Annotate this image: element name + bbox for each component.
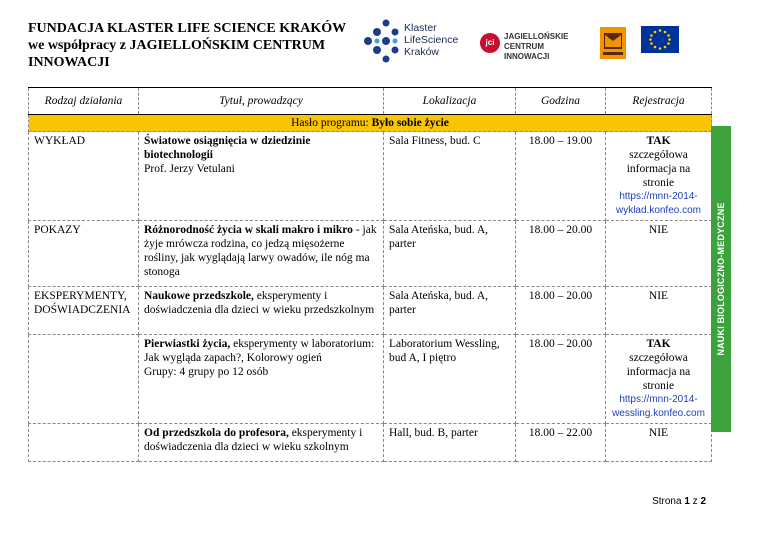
column-header: Tytuł, prowadzący <box>139 88 384 115</box>
column-header: Lokalizacja <box>384 88 516 115</box>
table-row <box>29 132 712 221</box>
registration-link[interactable]: https://mnn-2014-wessling.konfeo.com <box>612 394 705 419</box>
event-description: eksperymenty i doświadczenia dla dzieci w wieku szkolnym <box>144 427 363 453</box>
activity-type <box>29 424 139 462</box>
event-location: Sala Fitness, bud. C <box>384 132 516 221</box>
event-time: 18.00 – 19.00 <box>516 132 606 221</box>
category-label: NAUKI BIOLOGICZNO-MEDYCZNE <box>716 202 726 356</box>
activity-type: WYKŁAD <box>29 132 139 221</box>
motto-text: Było sobie życie <box>371 117 449 129</box>
event-lead: Prof. Jerzy Vetulani <box>144 163 235 175</box>
activity-type <box>29 335 139 424</box>
event-description: eksperymenty w laboratorium: Jak wygląda zapach?, Kolorowy ogień <box>144 338 375 364</box>
jci-logo-line: JAGIELLOŃSKIE <box>504 32 569 41</box>
klaster-logo-line: Kraków <box>404 46 440 58</box>
registration-status: NIE <box>648 427 669 439</box>
jci-logo <box>480 30 580 60</box>
registration-status: NIE <box>648 224 669 236</box>
page-footer <box>652 496 706 507</box>
event-location: Sala Ateńska, bud. A, parter <box>384 287 516 335</box>
category-sidebar <box>711 126 731 432</box>
footer-prefix: Strona <box>652 496 685 507</box>
event-title: Światowe osiągnięcia w dziedzinie biotechnologii <box>144 135 311 161</box>
page-number: 1 <box>684 496 690 507</box>
table-row <box>29 221 712 287</box>
footer-separator: z <box>689 496 701 507</box>
event-description: eksperymenty i doświadczenia dla dzieci w wieku przedszkolnym <box>144 290 375 316</box>
malopolska-logo <box>600 27 626 59</box>
jci-badge: jci <box>480 33 500 53</box>
event-title-cell <box>139 221 384 287</box>
registration-cell <box>606 335 712 424</box>
registration-status: TAK <box>646 338 671 350</box>
program-table <box>28 87 712 462</box>
motto-label: Hasło programu: <box>291 117 372 129</box>
event-location: Sala Ateńska, bud. A, parter <box>384 221 516 287</box>
klaster-logo-line: Klaster <box>404 22 437 34</box>
table-header-row <box>29 88 712 115</box>
event-time: 18.00 – 20.00 <box>516 221 606 287</box>
activity-type: EKSPERYMENTY, DOŚWIADCZENIA <box>29 287 139 335</box>
event-lead: Grupy: 4 grupy po 12 osób <box>144 366 269 378</box>
event-location: Hall, bud. B, parter <box>384 424 516 462</box>
klaster-logo <box>360 18 470 68</box>
registration-cell <box>606 287 712 335</box>
event-title-cell <box>139 424 384 462</box>
registration-link[interactable]: https://mnn-2014-wyklad.konfeo.com <box>615 191 702 216</box>
klaster-logo-line: LifeScience <box>404 34 459 46</box>
registration-status: NIE <box>648 290 669 302</box>
column-header: Godzina <box>516 88 606 115</box>
page-total: 2 <box>700 496 706 507</box>
registration-cell <box>606 424 712 462</box>
event-time: 18.00 – 20.00 <box>516 287 606 335</box>
motto-row <box>29 115 712 132</box>
registration-status: TAK <box>646 135 671 147</box>
jci-logo-line: CENTRUM INNOWACJI <box>504 42 550 61</box>
organization-title <box>28 20 348 71</box>
event-description: - jak żyje mrówcza rodzina, co jedzą mięsożerne rośliny, jak wyglądają larwy owadów, ile nóg ma stonoga <box>144 224 377 278</box>
malopolska-crest-icon <box>600 27 626 59</box>
title-line: INNOWACJI <box>28 55 110 70</box>
motto-cell <box>29 115 712 132</box>
title-line: we współpracy z JAGIELLOŃSKIM CENTRUM <box>28 38 326 53</box>
table-row <box>29 287 712 335</box>
registration-cell <box>606 221 712 287</box>
event-title-cell <box>139 287 384 335</box>
event-title: Różnorodność życia w skali makro i mikro <box>144 224 353 236</box>
registration-detail: szczegółowa informacja na stronie <box>626 352 691 392</box>
table-row <box>29 424 712 462</box>
registration-cell <box>606 132 712 221</box>
eu-flag <box>641 26 679 53</box>
event-time: 18.00 – 22.00 <box>516 424 606 462</box>
molecule-icon <box>360 18 402 64</box>
table-row <box>29 335 712 424</box>
event-title: Naukowe przedszkole, <box>144 290 254 302</box>
registration-detail: szczegółowa informacja na stronie <box>626 149 691 189</box>
event-location: Laboratorium Wessling, bud A, I piętro <box>384 335 516 424</box>
event-time: 18.00 – 20.00 <box>516 335 606 424</box>
column-header: Rejestracja <box>606 88 712 115</box>
activity-type: POKAZY <box>29 221 139 287</box>
event-title-cell <box>139 132 384 221</box>
event-title: Pierwiastki życia, <box>144 338 231 350</box>
event-title: Od przedszkola do profesora, <box>144 427 289 439</box>
column-header: Rodzaj działania <box>29 88 139 115</box>
eu-stars-icon <box>641 26 679 53</box>
event-title-cell <box>139 335 384 424</box>
title-line: FUNDACJA KLASTER LIFE SCIENCE KRAKÓW <box>28 21 347 36</box>
